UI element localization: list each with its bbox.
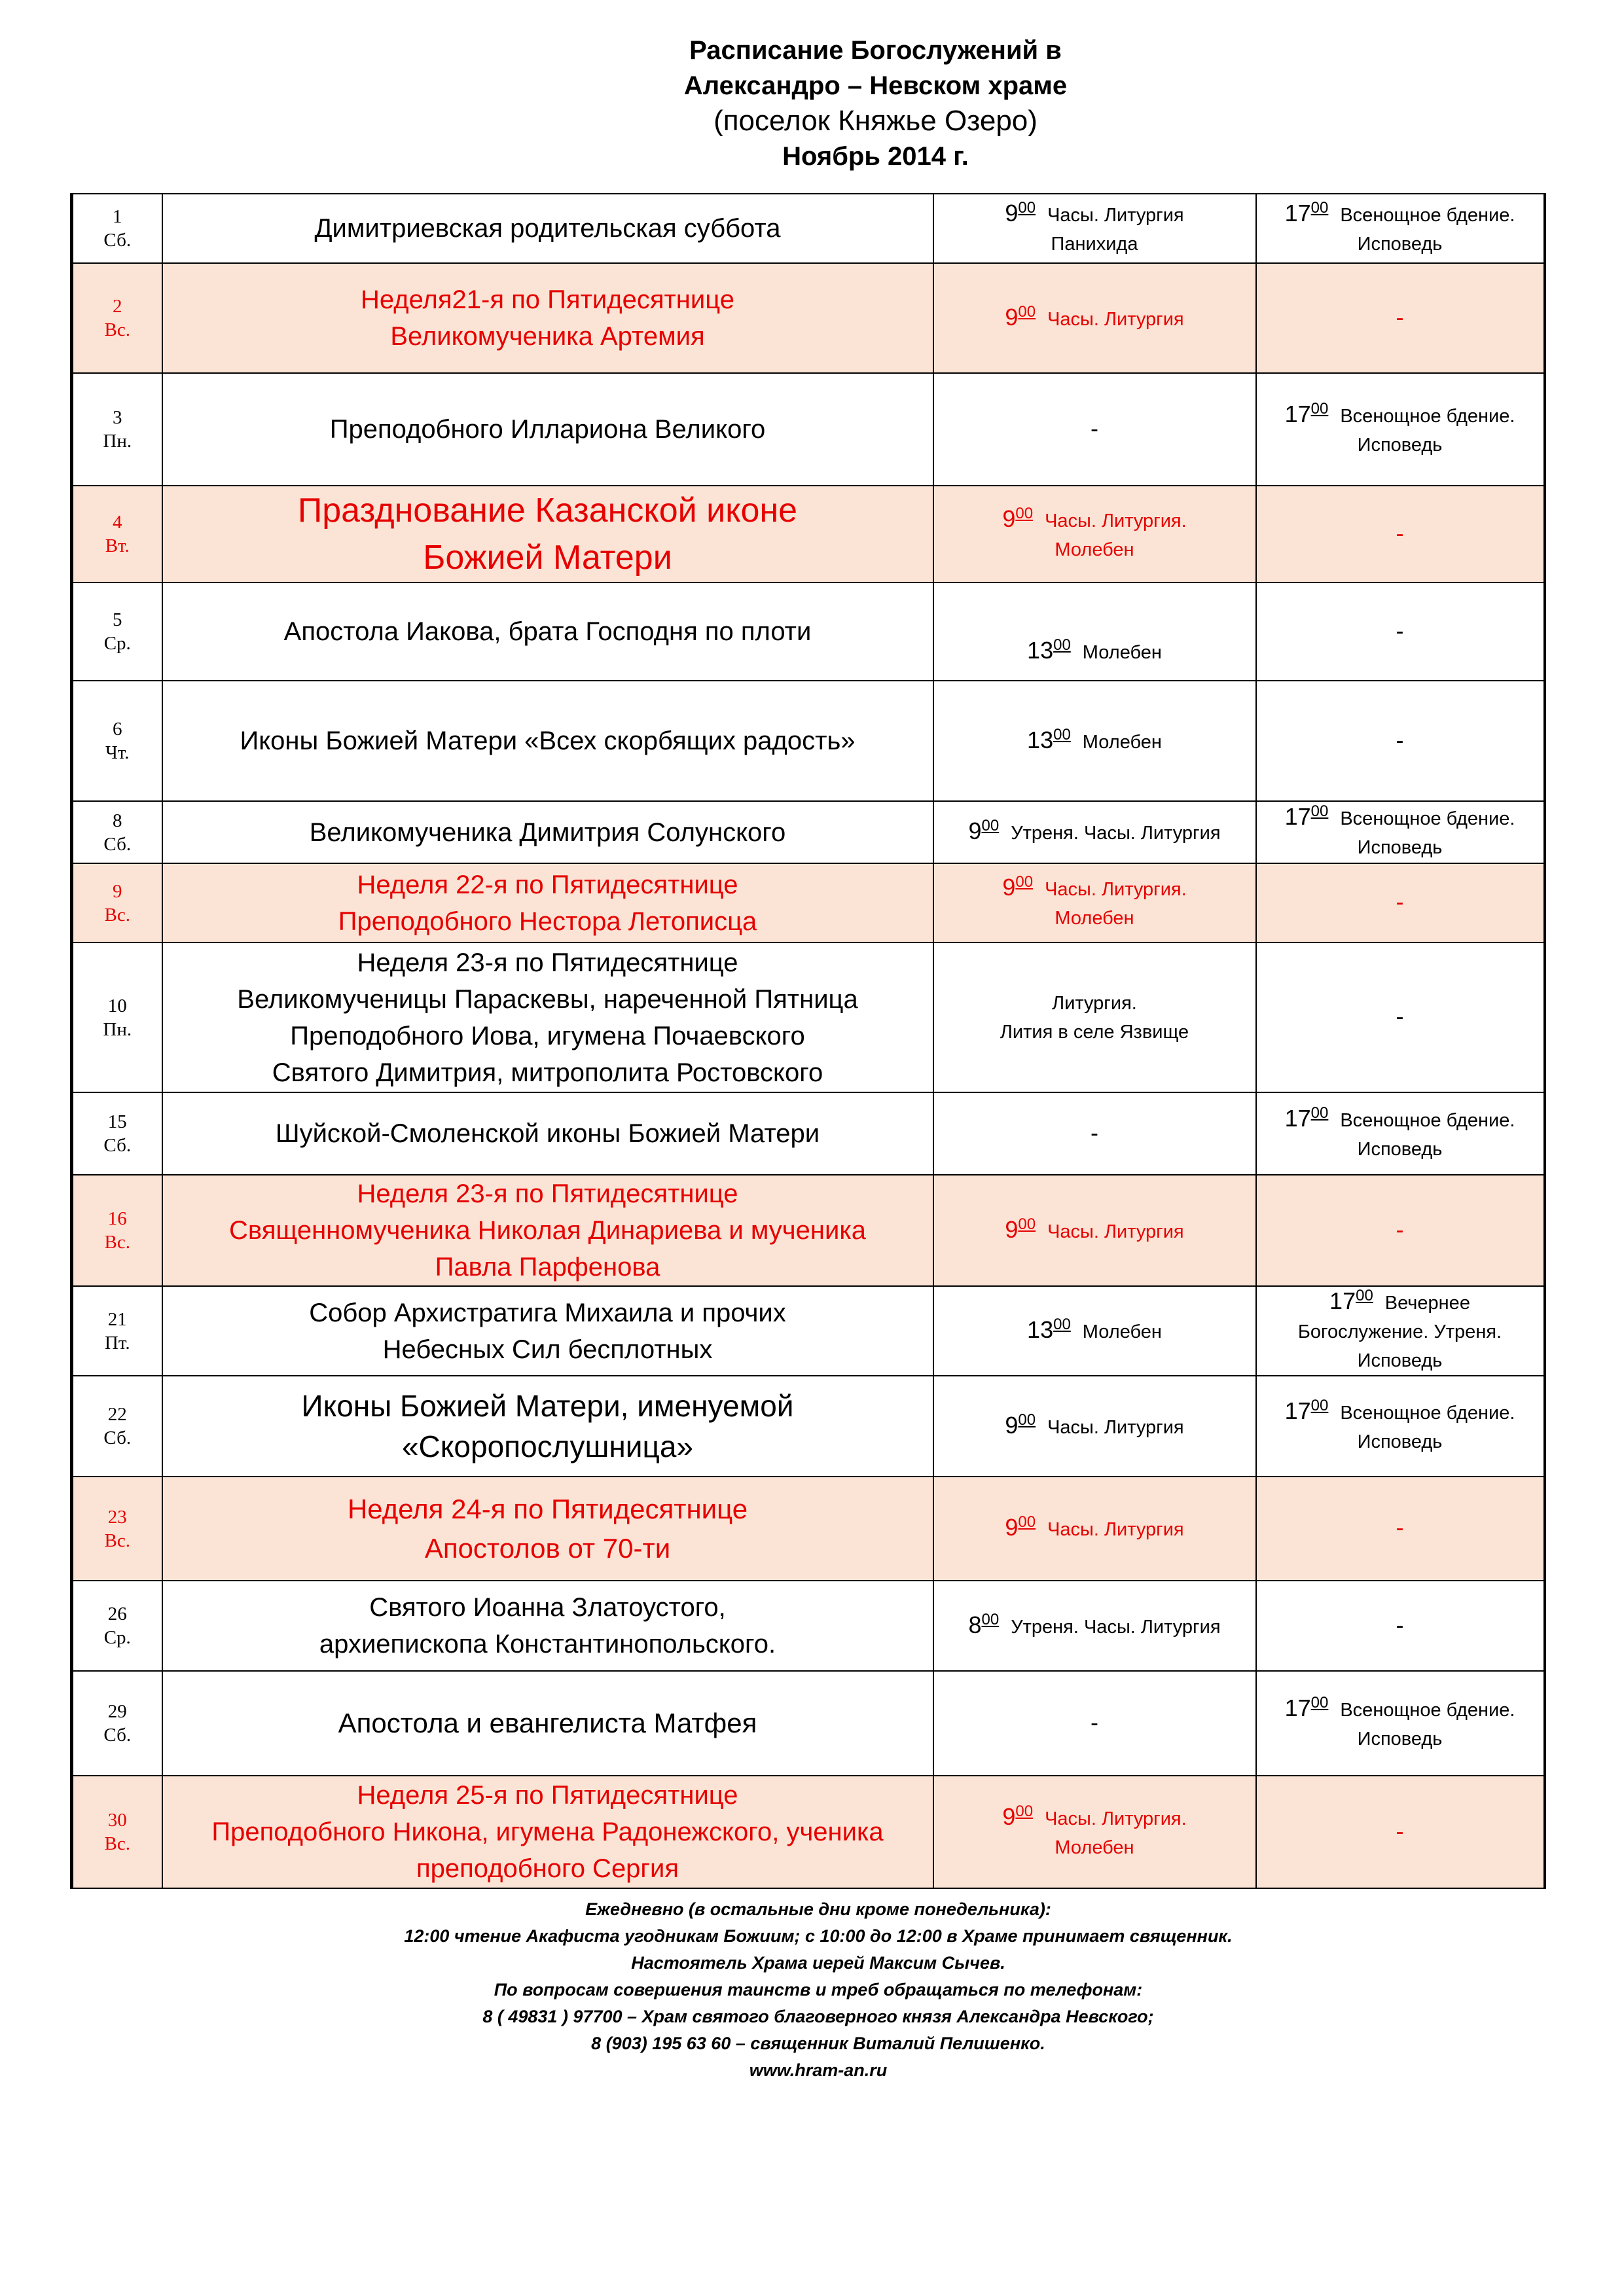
feast-name: Апостола и евангелиста Матфея [162,1671,933,1776]
feast-name: Шуйской-Смоленской иконы Божией Матери [162,1092,933,1175]
footer-website: www.hram-an.ru [749,2060,888,2080]
feast-name: Иконы Божией Матери «Всех скорбящих радость» [162,681,933,801]
day-cell: 21 Пт. [72,1286,162,1376]
morning-service: $9^{00}$ Часы. Литургия. Молебен [933,863,1256,942]
evening-service: $17^{00}$ Всенощное бдение. Исповедь [1256,373,1545,486]
title-line-1: Расписание Богослужений в [689,36,1062,65]
table-row [72,194,1545,263]
evening-service: - [1256,1477,1545,1581]
table-row [72,1671,1545,1776]
feast-name: Неделя 22-я по Пятидесятнице Преподобного Нестора Летописца [162,863,933,942]
morning-service: $13^{00}$ Молебен [933,681,1256,801]
footer-akathist: 12:00 чтение Акафиста угодникам Божиим; с 10:00 до 12:00 в Храме принимает священник. [404,1926,1233,1946]
day-cell: 22 Сб. [72,1376,162,1477]
schedule-header [0,33,1624,174]
day-cell: 10 Пн. [72,942,162,1092]
feast-name: Неделя21-я по Пятидесятнице Великомученика Артемия [162,263,933,373]
day-cell: 1 Сб. [72,194,162,263]
evening-service: - [1256,942,1545,1092]
day-cell: 9 Вс. [72,863,162,942]
morning-service: $9^{00}$ Часы. Литургия. Молебен [933,486,1256,583]
evening-service: - [1256,1581,1545,1671]
schedule-table [70,193,1546,1889]
day-cell: 6 Чт. [72,681,162,801]
morning-service: $8^{00}$ Утреня. Часы. Литургия [933,1581,1256,1671]
feast-name: Димитриевская родительская суббота [162,194,933,263]
footer-phone-temple: 8 ( 49831 ) 97700 – Храм святого благоверного князя Александра Невского; [482,2007,1154,2026]
morning-service: $13^{00}$ Молебен [933,1286,1256,1376]
table-row [72,863,1545,942]
table-row [72,1286,1545,1376]
table-row [72,373,1545,486]
feast-name: Собор Архистратига Михаила и прочих Небесных Сил бесплотных [162,1286,933,1376]
evening-service: $17^{00}$ Всенощное бдение. Исповедь [1256,1092,1545,1175]
day-cell: 4 Вт. [72,486,162,583]
evening-service: $17^{00}$ Всенощное бдение. Исповедь [1256,801,1545,863]
feast-name: Преподобного Иллариона Великого [162,373,933,486]
table-row [72,1581,1545,1671]
evening-service: - [1256,583,1545,681]
evening-service: - [1256,263,1545,373]
day-cell: 3 Пн. [72,373,162,486]
evening-service: - [1256,863,1545,942]
morning-service: - [933,1671,1256,1776]
morning-service: - [933,1092,1256,1175]
morning-service: - [933,373,1256,486]
feast-name: Неделя 23-я по Пятидесятнице Великомученицы Параскевы, нареченной Пятница Преподобного Иова, игумена Почаевского Святого Димитрия, митрополита Ростовского [162,942,933,1092]
feast-name: Неделя 23-я по Пятидесятнице Священномученика Николая Динариева и мученика Павла Парфенова [162,1175,933,1286]
evening-service: - [1256,681,1545,801]
title-month: Ноябрь 2014 г. [782,142,969,171]
day-cell: 8 Сб. [72,801,162,863]
day-cell: 23 Вс. [72,1477,162,1581]
evening-service: - [1256,486,1545,583]
morning-service: $9^{00}$ Часы. Литургия [933,1376,1256,1477]
table-row [72,681,1545,801]
title-location: (поселок Княжье Озеро) [713,105,1038,137]
feast-name: Иконы Божией Матери, именуемой «Скоропослушница» [162,1376,933,1477]
evening-service: - [1256,1175,1545,1286]
feast-name: Великомученика Димитрия Солунского [162,801,933,863]
title-line-2: Александро – Невском храме [683,71,1068,100]
footer-notes [0,1896,1624,2084]
day-cell: 29 Сб. [72,1671,162,1776]
table-row [72,486,1545,583]
footer-daily: Ежедневно (в остальные дни кроме понедельника): [585,1899,1051,1919]
day-cell: 30 Вс. [72,1776,162,1888]
table-row [72,1477,1545,1581]
table-row [72,583,1545,681]
feast-name: Святого Иоанна Златоустого, архиепископа Константинопольского. [162,1581,933,1671]
evening-service: $17^{00}$ Всенощное бдение. Исповедь [1256,1376,1545,1477]
footer-rector: Настоятель Храма иерей Максим Сычев. [631,1953,1005,1973]
morning-service: $9^{00}$ Часы. Литургия. Молебен [933,1776,1256,1888]
day-cell: 15 Сб. [72,1092,162,1175]
table-row [72,263,1545,373]
morning-service: $9^{00}$ Часы. Литургия [933,1477,1256,1581]
morning-service: $9^{00}$ Часы. Литургия Панихида [933,194,1256,263]
morning-service: $9^{00}$ Часы. Литургия [933,1175,1256,1286]
morning-service: $13^{00}$ Молебен [933,583,1256,681]
footer-contact-intro: По вопросам совершения таинств и треб обращаться по телефонам: [494,1980,1143,2000]
table-row [72,1175,1545,1286]
evening-service: $17^{00}$ Вечернее Богослужение. Утреня. Исповедь [1256,1286,1545,1376]
day-cell: 26 Ср. [72,1581,162,1671]
morning-service: $9^{00}$ Часы. Литургия [933,263,1256,373]
evening-service: - [1256,1776,1545,1888]
morning-service: $9^{00}$ Утреня. Часы. Литургия [933,801,1256,863]
day-cell: 2 Вс. [72,263,162,373]
table-row [72,942,1545,1092]
table-row [72,1376,1545,1477]
table-row [72,1776,1545,1888]
table-row [72,1092,1545,1175]
morning-service: Литургия. Лития в селе Язвище [933,942,1256,1092]
day-cell: 5 Ср. [72,583,162,681]
table-row [72,801,1545,863]
feast-name: Празднование Казанской иконе Божией Матери [162,486,933,583]
feast-name: Неделя 25-я по Пятидесятнице Преподобного Никона, игумена Радонежского, ученика преподобного Сергия [162,1776,933,1888]
evening-service: $17^{00}$ Всенощное бдение. Исповедь [1256,194,1545,263]
footer-phone-priest: 8 (903) 195 63 60 – священник Виталий Пелишенко. [591,2034,1045,2053]
evening-service: $17^{00}$ Всенощное бдение. Исповедь [1256,1671,1545,1776]
feast-name: Апостола Иакова, брата Господня по плоти [162,583,933,681]
feast-name: Неделя 24-я по Пятидесятнице Апостолов от 70-ти [162,1477,933,1581]
day-cell: 16 Вс. [72,1175,162,1286]
